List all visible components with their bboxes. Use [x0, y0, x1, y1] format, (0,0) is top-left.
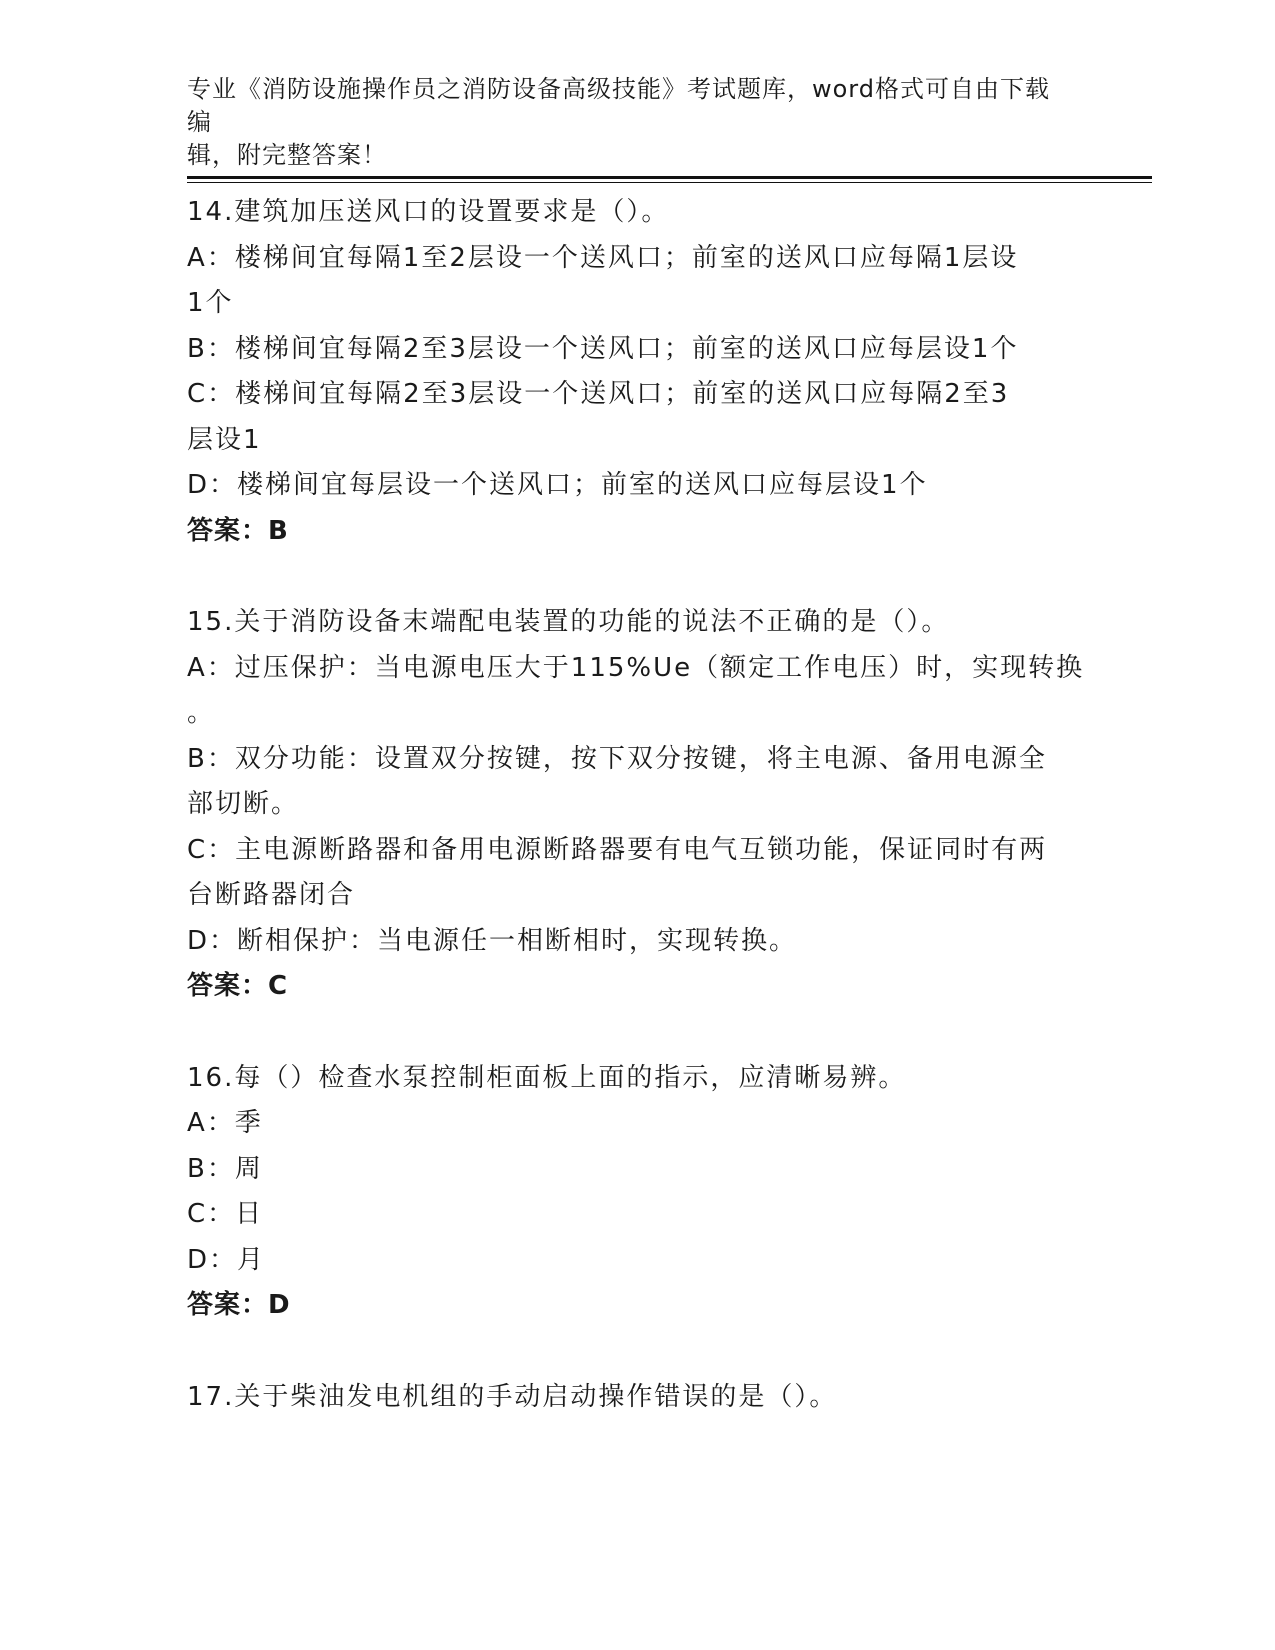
question-15 [187, 600, 1087, 1010]
option-line: 。 [187, 698, 216, 728]
document-header [187, 73, 1067, 172]
question-spacer [187, 1010, 1087, 1056]
option-line: C：日 [187, 1199, 264, 1229]
question-17 [187, 1375, 1087, 1421]
question-16 [187, 1056, 1087, 1329]
header-divider-thin [187, 182, 1152, 183]
question-spacer [187, 1329, 1087, 1375]
answer-label: 答案：B [187, 515, 289, 546]
option-line: 1个 [187, 288, 234, 318]
option-line: D：楼梯间宜每层设一个送风口；前室的送风口应每层设1个 [187, 470, 928, 500]
question-list [187, 190, 1087, 1420]
question-spacer [187, 554, 1087, 600]
option-line: B：楼梯间宜每隔2至3层设一个送风口；前室的送风口应每层设1个 [187, 333, 1019, 364]
option-line: A：楼梯间宜每隔1至2层设一个送风口；前室的送风口应每隔1层设 [187, 242, 1019, 273]
header-divider-thick [187, 176, 1152, 179]
header-line-1: 专业《消防设施操作员之消防设备高级技能》考试题库，word格式可自由下载编 [187, 75, 1050, 136]
option-line: C：主电源断路器和备用电源断路器要有电气互锁功能，保证同时有两 [187, 834, 1048, 865]
option-line: D：月 [187, 1244, 266, 1275]
option-line: B：双分功能：设置双分按键，按下双分按键，将主电源、备用电源全 [187, 743, 1047, 774]
option-line: A：过压保护：当电源电压大于115%Ue（额定工作电压）时，实现转换 [187, 652, 1085, 683]
option-line: 台断路器闭合 [187, 880, 356, 910]
header-line-2: 辑，附完整答案！ [187, 141, 387, 169]
option-line: 部切断。 [187, 789, 300, 819]
option-line: B：周 [187, 1153, 263, 1184]
option-line: C：楼梯间宜每隔2至3层设一个送风口；前室的送风口应每隔2至3 [187, 379, 1010, 409]
question-stem: 15.关于消防设备末端配电装置的功能的说法不正确的是（）。 [187, 607, 950, 637]
answer-label: 答案：C [187, 971, 289, 1001]
question-stem: 14.建筑加压送风口的设置要求是（）。 [187, 197, 670, 227]
answer-label: 答案：D [187, 1290, 291, 1320]
question-stem: 17.关于柴油发电机组的手动启动操作错误的是（）。 [187, 1381, 838, 1412]
option-line: A：季 [187, 1108, 263, 1138]
question-stem: 16.每（）检查水泵控制柜面板上面的指示，应清晰易辨。 [187, 1062, 907, 1093]
question-14 [187, 190, 1087, 554]
option-line: 层设1 [187, 424, 262, 455]
option-line: D：断相保护：当电源任一相断相时，实现转换。 [187, 925, 798, 956]
